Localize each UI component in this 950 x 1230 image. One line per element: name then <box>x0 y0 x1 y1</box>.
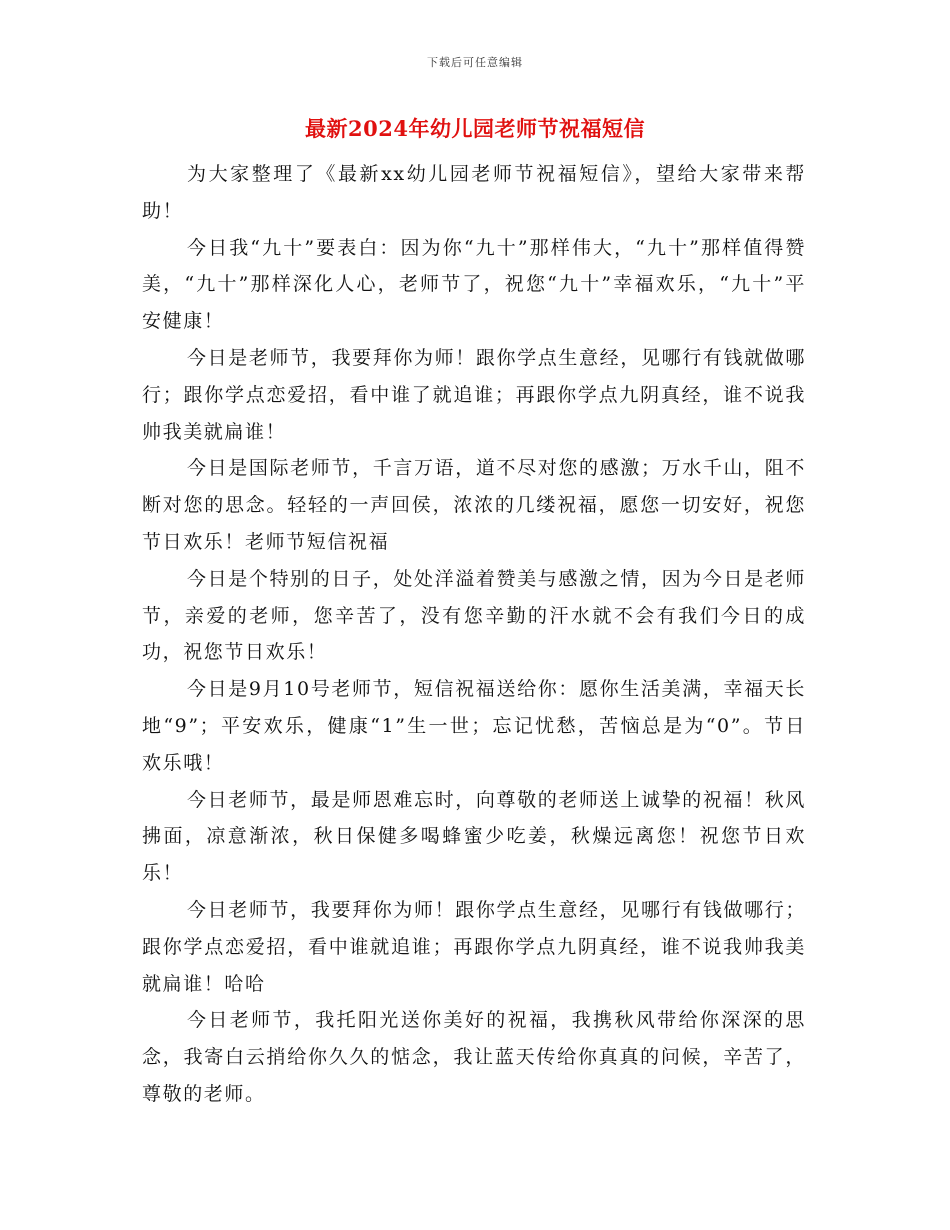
paragraph: 今日老师节，我托阳光送你美好的祝福，我携秋风带给你深深的思念，我寄白云捎给你久久的惦念，我让蓝天传给你真真的问候，辛苦了，尊敬的老师。 <box>142 1009 806 1105</box>
paragraph: 今日是9月10号老师节，短信祝福送给你：愿你生活美满，幸福天长地“9”；平安欢乐，健康“1”生一世；忘记忧愁，苦恼总是为“0”。节日欢乐哦！ <box>142 678 806 774</box>
paragraph: 今日是老师节，我要拜你为师！跟你学点生意经，见哪行有钱就做哪行；跟你学点恋爱招，看中谁了就追谁；再跟你学点九阴真经，谁不说我帅我美就扁谁！ <box>142 346 806 443</box>
paragraph: 今日是个特别的日子，处处洋溢着赞美与感激之情，因为今日是老师节，亲爱的老师，您辛苦了，没有您辛勤的汗水就不会有我们今日的成功，祝您节日欢乐！ <box>142 567 806 664</box>
paragraph: 今日是国际老师节，千言万语，道不尽对您的感激；万水千山，阻不断对您的思念。轻轻的一声回侯，浓浓的几缕祝福，愿您一切安好，祝您节日欢乐！老师节短信祝福 <box>142 457 806 553</box>
page-title: 最新2024年幼儿园老师节祝福短信 <box>305 116 645 141</box>
paragraph: 今日老师节，我要拜你为师！跟你学点生意经，见哪行有钱做哪行；跟你学点恋爱招，看中谁就追谁；再跟你学点九阴真经，谁不说我帅我美就扁谁！哈哈 <box>142 898 806 995</box>
paragraph: 今日老师节，最是师恩难忘时，向尊敬的老师送上诚挚的祝福！秋风拂面，凉意渐浓，秋日保健多喝蜂蜜少吃姜，秋燥远离您！祝您节日欢乐！ <box>142 788 806 885</box>
document-body <box>142 156 806 1113</box>
paragraph-intro: 为大家整理了《最新xx幼儿园老师节祝福短信》，望给大家带来帮助！ <box>142 163 806 222</box>
page-header-note: 下载后可任意编辑 <box>427 56 523 69</box>
paragraph: 今日我“九十”要表白：因为你“九十”那样伟大，“九十”那样值得赞美，“九十”那样深化人心，老师节了，祝您“九十”幸福欢乐，“九十”平安健康！ <box>142 236 806 333</box>
